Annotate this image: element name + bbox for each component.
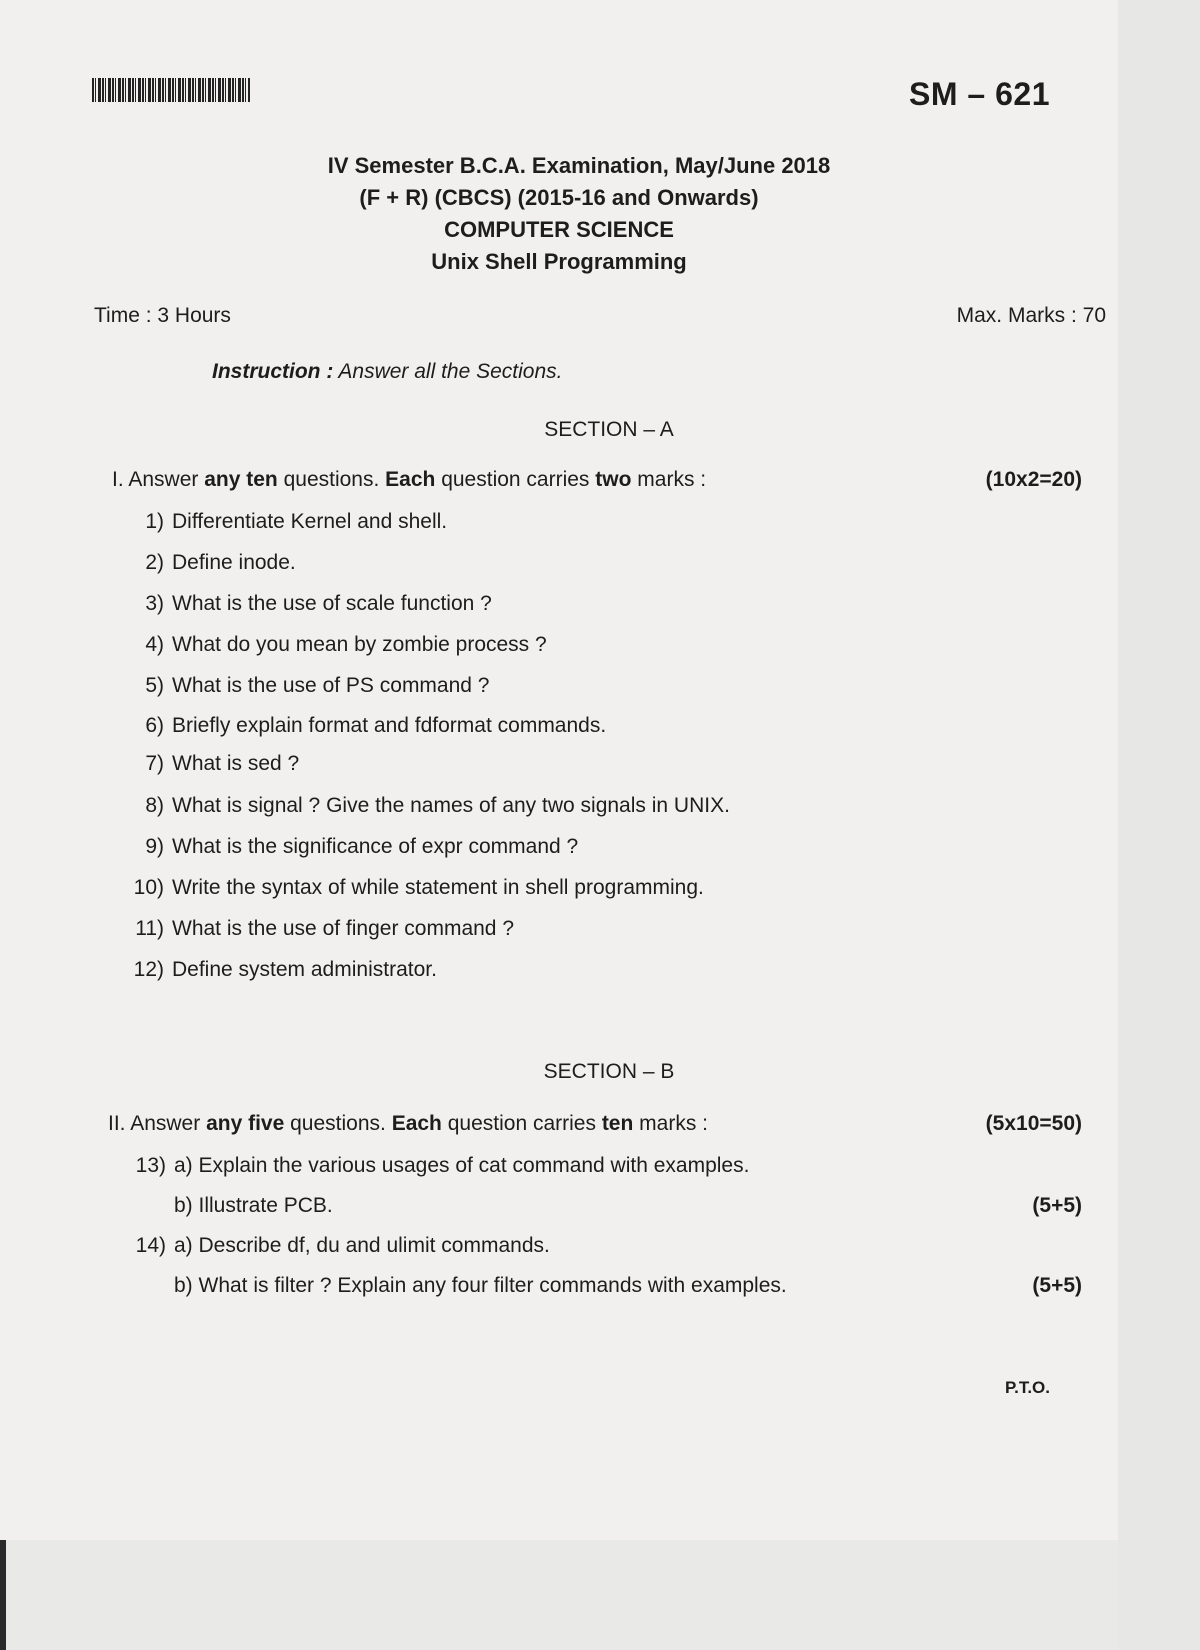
- section-a-heading: [112, 468, 1082, 492]
- instruction-label: Instruction :: [212, 360, 334, 383]
- heading-text: question carries: [435, 468, 596, 491]
- heading-text: Answer: [128, 468, 205, 491]
- question-item: [116, 592, 492, 616]
- heading-text: Answer: [130, 1112, 207, 1135]
- section-b-instruction: [108, 1112, 708, 1136]
- question-number: 10): [133, 876, 164, 899]
- question-number: 8): [145, 794, 164, 817]
- paper-code: SM – 621: [909, 76, 1050, 112]
- question-item: [116, 752, 299, 776]
- section-b-title: SECTION – B: [543, 1060, 675, 1083]
- question-text: What do you mean by zombie process ?: [172, 633, 547, 656]
- question-number: 9): [145, 835, 164, 858]
- question-item: [116, 958, 437, 982]
- question-text: Define system administrator.: [172, 958, 437, 981]
- question-14-marks: (5+5): [1032, 1274, 1082, 1297]
- heading-text: marks :: [633, 1112, 708, 1135]
- question-text: Define inode.: [172, 551, 296, 574]
- instruction: [212, 360, 563, 384]
- question-number: 14): [135, 1234, 166, 1257]
- scan-edge-left: [0, 1540, 6, 1650]
- question-item: [116, 510, 447, 534]
- heading-bold: two: [595, 468, 632, 491]
- heading-bold: Each: [391, 1112, 442, 1135]
- scan-margin-bottom: [0, 1540, 1118, 1650]
- question-text: What is the use of PS command ?: [172, 674, 490, 697]
- question-item: [116, 674, 489, 698]
- heading-text: marks :: [631, 468, 707, 491]
- question-part: b) Illustrate PCB.: [174, 1194, 333, 1217]
- exam-paper: Unix Shell Programming: [431, 249, 687, 274]
- question-item: [116, 876, 704, 900]
- section-a-total: (10x2=20): [985, 468, 1082, 491]
- barcode: [92, 78, 250, 102]
- question-item: [116, 714, 606, 738]
- question-number: 6): [145, 714, 164, 737]
- question-text: Differentiate Kernel and shell.: [172, 510, 448, 533]
- heading-bold: ten: [601, 1112, 634, 1135]
- exam-scheme: (F + R) (CBCS) (2015-16 and Onwards): [359, 185, 759, 210]
- heading-text: questions.: [284, 1112, 392, 1135]
- exam-subject: COMPUTER SCIENCE: [444, 217, 674, 242]
- question-text: What is sed ?: [172, 752, 300, 775]
- time-allowed: Time : 3 Hours: [94, 304, 231, 327]
- question-13a: [110, 1154, 749, 1178]
- question-14a: [110, 1234, 550, 1258]
- heading-text: questions.: [277, 468, 386, 491]
- question-number: 13): [135, 1154, 166, 1177]
- question-number: 2): [145, 551, 164, 574]
- max-marks: Max. Marks : 70: [956, 304, 1106, 327]
- question-number: 4): [145, 633, 164, 656]
- section-a-instruction: [112, 468, 706, 492]
- question-number: 5): [145, 674, 164, 697]
- question-number: 12): [133, 958, 164, 981]
- question-item: [116, 633, 547, 657]
- heading-text: question carries: [441, 1112, 602, 1135]
- section-a-title: SECTION – A: [544, 418, 674, 441]
- exam-header: [0, 150, 1118, 278]
- question-13-marks: (5+5): [1032, 1194, 1082, 1217]
- exam-title: IV Semester B.C.A. Examination, May/June 2018: [327, 153, 831, 178]
- heading-bold: any ten: [204, 468, 278, 491]
- question-number: 11): [135, 917, 164, 940]
- question-13b: [174, 1194, 333, 1218]
- question-text: What is signal ? Give the names of any two signals in UNIX.: [172, 794, 730, 817]
- scan-margin-right: [1118, 0, 1200, 1650]
- question-number: 1): [145, 510, 164, 533]
- question-item: [116, 794, 730, 818]
- question-text: What is the use of finger command ?: [172, 917, 514, 940]
- question-item: [116, 917, 514, 941]
- question-item: [116, 551, 296, 575]
- section-b-total: (5x10=50): [985, 1112, 1082, 1135]
- question-number: 7): [145, 752, 164, 775]
- question-number: 3): [145, 592, 164, 615]
- heading-bold: Each: [385, 468, 436, 491]
- question-part: b) What is filter ? Explain any four filter commands with examples.: [174, 1274, 787, 1297]
- question-part: a) Explain the various usages of cat command with examples.: [174, 1154, 750, 1177]
- question-text: What is the significance of expr command ?: [172, 835, 579, 858]
- question-text: What is the use of scale function ?: [172, 592, 492, 615]
- instruction-text: Answer all the Sections.: [338, 360, 563, 383]
- question-text: Briefly explain format and fdformat commands.: [172, 714, 607, 737]
- roman-numeral: I.: [112, 468, 124, 491]
- roman-numeral: II.: [108, 1112, 126, 1135]
- question-text: Write the syntax of while statement in shell programming.: [172, 876, 704, 899]
- page-turn-over: P.T.O.: [1004, 1378, 1050, 1397]
- heading-bold: any five: [206, 1112, 285, 1135]
- question-item: [116, 835, 578, 859]
- section-b-heading: [108, 1112, 1082, 1136]
- question-part: a) Describe df, du and ulimit commands.: [174, 1234, 550, 1257]
- question-14b: [174, 1274, 787, 1298]
